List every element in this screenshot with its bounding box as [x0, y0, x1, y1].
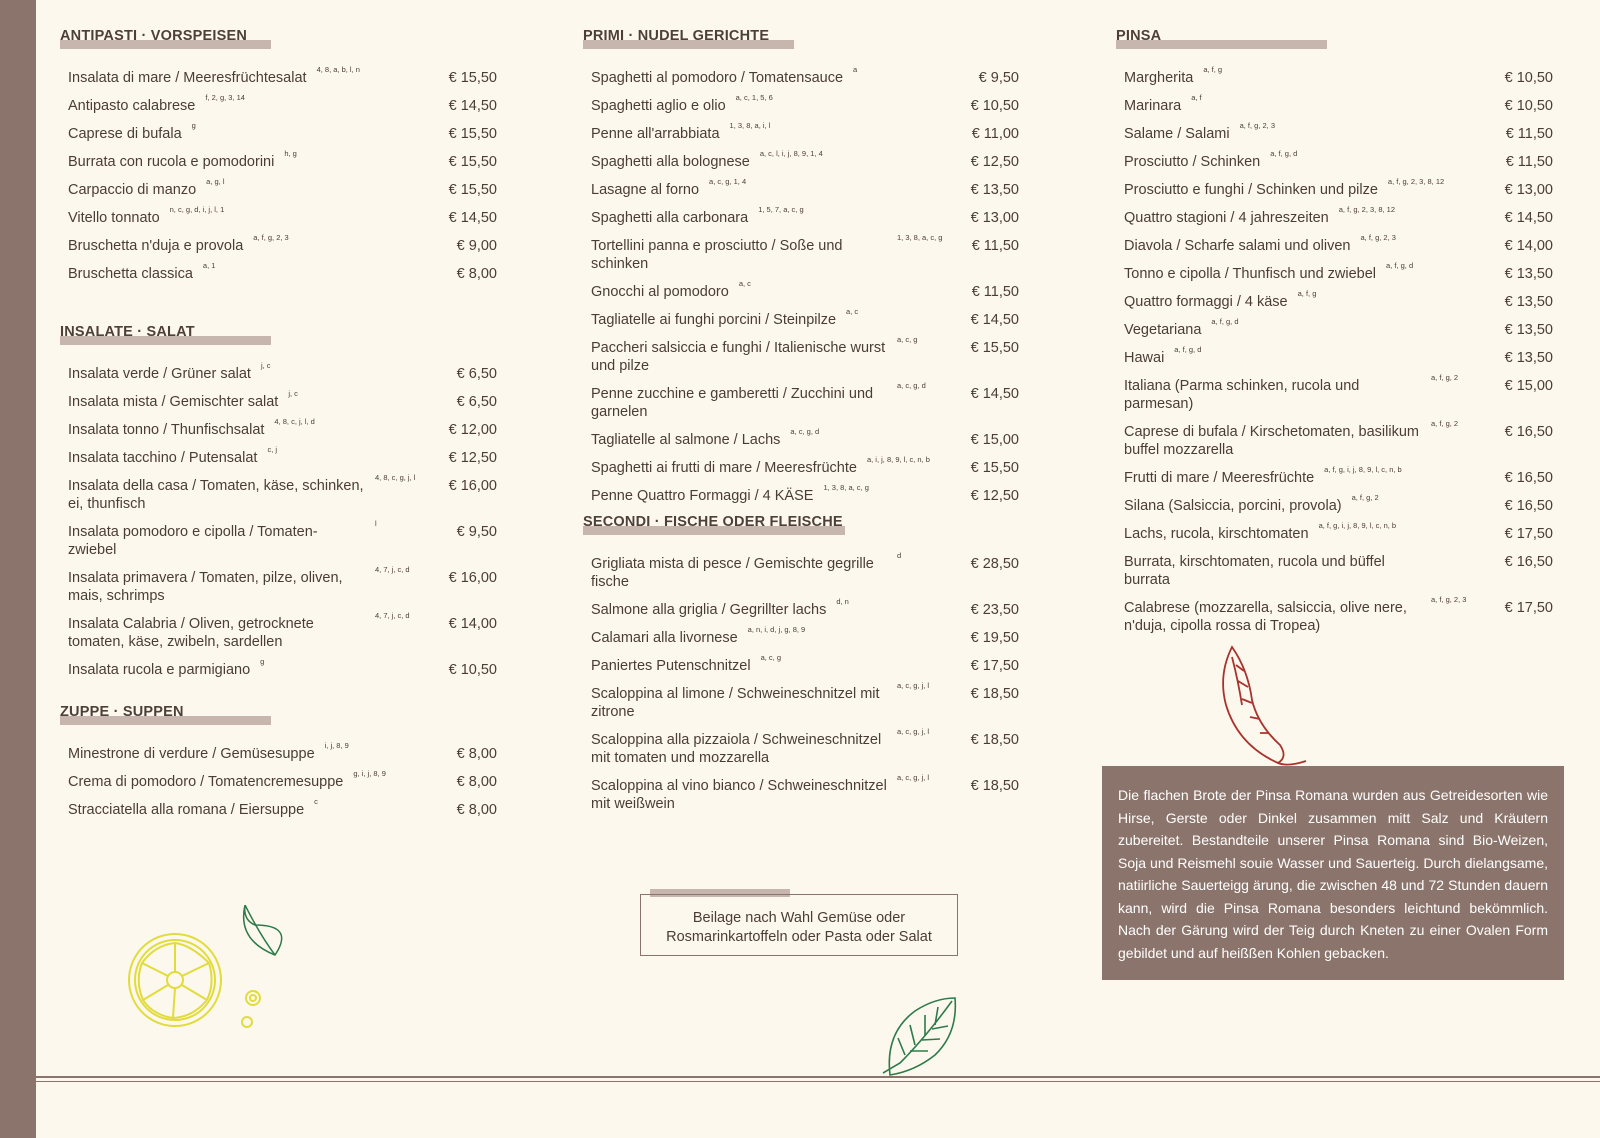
allergen-codes: a, c, g, j, l [897, 727, 930, 736]
menu-item [60, 93, 497, 115]
dish-name: Lachs, rucola, kirschtomaten [1124, 526, 1309, 542]
side-note-box [640, 894, 958, 956]
dish-price: € 10,50 [1504, 98, 1553, 114]
dish-price: € 10,50 [1504, 70, 1553, 86]
dish-name: Salame / Salami [1124, 126, 1230, 142]
allergen-codes: a, f, g, 2, 3, 8, 12 [1338, 205, 1396, 214]
menu-item [60, 233, 497, 255]
dish-name: Insalata tacchino / Putensalat [68, 450, 258, 466]
dish-price: € 23,50 [970, 602, 1019, 618]
menu-item [583, 65, 1019, 87]
dish-name: Spaghetti alla bolognese [591, 154, 750, 170]
allergen-codes: j, c [288, 389, 298, 398]
dish-price: € 8,00 [456, 266, 497, 282]
allergen-codes: 1, 3, 8, a, i, l [729, 121, 771, 130]
menu-item [1116, 177, 1553, 199]
dish-price: € 14,50 [970, 312, 1019, 328]
dish-name: Carpaccio di manzo [68, 182, 197, 198]
allergen-codes: 4, 8, c, g, j, l [375, 473, 416, 482]
allergen-codes: a, f, g, 2, 3 [1239, 121, 1276, 130]
footer-rule-thin [36, 1081, 1600, 1082]
dish-price: € 13,50 [1504, 294, 1553, 310]
menu-item [60, 473, 497, 513]
dish-price: € 16,00 [448, 478, 497, 494]
dish-name: Spaghetti al pomodoro / Tomatensauce [591, 70, 844, 86]
dish-price: € 18,50 [970, 732, 1019, 748]
allergen-codes: l [375, 519, 377, 528]
dish-price: € 6,50 [456, 366, 497, 382]
pinsa-info-box [1102, 766, 1564, 980]
allergen-codes: a, f, g [1297, 289, 1317, 298]
menu-item [583, 625, 1019, 647]
dish-price: € 15,50 [448, 126, 497, 142]
allergen-codes: n, c, g, d, i, j, l, 1 [169, 205, 225, 214]
allergen-codes: a, c [738, 279, 751, 288]
allergen-codes: a, c, l, i, j, 8, 9, 1, 4 [759, 149, 823, 158]
menu-item [1116, 373, 1553, 413]
dish-name: Spaghetti alla carbonara [591, 210, 749, 226]
dish-name: Scaloppina al vino bianco / Schweineschnitzel mit weißwein [591, 778, 887, 812]
dish-price: € 9,50 [456, 524, 497, 540]
dish-name: Hawai [1124, 350, 1165, 366]
footer-rule [36, 1076, 1600, 1078]
allergen-codes: a, c, g, 1, 4 [709, 177, 747, 186]
menu-item [60, 205, 497, 227]
dish-price: € 17,50 [1504, 526, 1553, 542]
allergen-codes: a, f, g, 2, 3 [1431, 595, 1467, 604]
menu-item [583, 773, 1019, 813]
allergen-codes: g [260, 657, 265, 666]
menu-item [1116, 465, 1553, 487]
dish-price: € 9,00 [456, 238, 497, 254]
dish-name: Scaloppina alla pizzaiola / Schweineschnitzel mit tomaten und mozzarella [591, 732, 882, 766]
dish-name: Insalata rucola e parmigiano [68, 662, 251, 678]
dish-price: € 8,00 [456, 774, 497, 790]
allergen-codes: a, f, g, 2, 3 [1360, 233, 1396, 242]
menu-item [1116, 261, 1553, 283]
dish-name: Burrata, kirschtomaten, rucola und büffel burrata [1124, 554, 1385, 588]
menu-item [60, 261, 497, 283]
allergen-codes: a, f, g, 2 [1431, 373, 1459, 382]
menu-item [583, 121, 1019, 143]
section-antipasti [60, 27, 497, 293]
section-title: ANTIPASTI · VORSPEISEN [60, 27, 247, 49]
dish-name: Antipasto calabrese [68, 98, 196, 114]
allergen-codes: a, f, g, 2 [1431, 419, 1459, 428]
left-border-strip [0, 0, 36, 1138]
allergen-codes: a, c, g, j, l [897, 773, 930, 782]
dish-price: € 13,00 [1504, 182, 1553, 198]
allergen-codes: a, i, j, 8, 9, l, c, n, b [866, 455, 930, 464]
allergen-codes: d, n [836, 597, 849, 606]
dish-price: € 15,50 [448, 154, 497, 170]
dish-name: Prosciutto e funghi / Schinken und pilze [1124, 182, 1378, 198]
menu-item [60, 361, 497, 383]
menu-item [583, 381, 1019, 421]
dish-name: Bruschetta n'duja e provola [68, 238, 244, 254]
dish-name: Burrata con rucola e pomodorini [68, 154, 275, 170]
menu-list [60, 361, 497, 679]
side-note-line: Rosmarinkartoffeln oder Pasta oder Salat [666, 928, 932, 945]
menu-item [60, 417, 497, 439]
dish-name: Penne zucchine e gamberetti / Zucchini und garnelen [591, 386, 874, 420]
menu-item [583, 335, 1019, 375]
dish-price: € 14,50 [448, 98, 497, 114]
allergen-codes: d [897, 551, 902, 560]
dish-name: Penne Quattro Formaggi / 4 KÄSE [591, 488, 814, 504]
section-title: PRIMI · NUDEL GERICHTE [583, 27, 769, 49]
allergen-codes: a, c, g, j, l [897, 681, 930, 690]
dish-price: € 12,00 [448, 422, 497, 438]
menu-list [583, 551, 1019, 813]
menu-item [1116, 345, 1553, 367]
dish-price: € 13,00 [970, 210, 1019, 226]
dish-name: Insalata verde / Grüner salat [68, 366, 251, 382]
dish-name: Spaghetti aglio e olio [591, 98, 726, 114]
menu-item [1116, 205, 1553, 227]
chili-pepper-icon [1208, 645, 1318, 770]
menu-item [60, 389, 497, 411]
dish-name: Crema di pomodoro / Tomatencremesuppe [68, 774, 344, 790]
dish-name: Vegetariana [1124, 322, 1202, 338]
dish-price: € 11,50 [971, 284, 1019, 300]
dish-price: € 14,50 [448, 210, 497, 226]
dish-price: € 16,50 [1504, 554, 1553, 570]
menu-item [60, 797, 497, 819]
dish-price: € 11,50 [1505, 126, 1553, 142]
dish-name: Diavola / Scharfe salami und oliven [1124, 238, 1351, 254]
menu-item [583, 681, 1019, 721]
section-primi [583, 27, 1019, 515]
menu-item [583, 455, 1019, 477]
dish-name: Salmone alla griglia / Gegrillter lachs [591, 602, 827, 618]
dish-price: € 15,50 [970, 460, 1019, 476]
side-note-line: Beilage nach Wahl Gemüse oder [692, 910, 906, 926]
allergen-codes: c, j [267, 445, 278, 454]
allergen-codes: j, c [260, 361, 271, 370]
menu-item [1116, 149, 1553, 171]
dish-name: Insalata della casa / Tomaten, käse, schinken, ei, thunfisch [68, 478, 364, 512]
dish-name: Paniertes Putenschnitzel [591, 658, 751, 674]
menu-item [1116, 317, 1553, 339]
allergen-codes: a, f, g, i, j, 8, 9, l, c, n, b [1318, 521, 1397, 530]
allergen-codes: a, g, l [206, 177, 225, 186]
dish-name: Calamari alla livornese [591, 630, 738, 646]
dish-name: Bruschetta classica [68, 266, 193, 282]
dish-price: € 12,50 [970, 488, 1019, 504]
menu-item [1116, 595, 1553, 635]
allergen-codes: a, f, g, d [1174, 345, 1202, 354]
dish-name: Tagliatelle al salmone / Lachs [591, 432, 781, 448]
allergen-codes: 1, 3, 8, a, c, g [897, 233, 943, 242]
dish-price: € 6,50 [456, 394, 497, 410]
menu-item [60, 769, 497, 791]
menu-item [60, 65, 497, 87]
dish-price: € 11,50 [971, 238, 1019, 254]
allergen-codes: 4, 8, c, j, l, d [274, 417, 315, 426]
dish-name: Calabrese (mozzarella, salsiccia, olive nere, n'duja, cipolla rossa di Tropea) [1124, 600, 1407, 634]
allergen-codes: a, f [1191, 93, 1202, 102]
menu-item [60, 741, 497, 763]
section-secondi [583, 513, 1019, 823]
allergen-codes: a, c, g [760, 653, 782, 662]
lemon-slice-icon [125, 905, 295, 1035]
dish-price: € 18,50 [970, 686, 1019, 702]
section-zuppe [60, 703, 497, 829]
menu-item [583, 483, 1019, 505]
dish-price: € 17,50 [970, 658, 1019, 674]
dish-price: € 12,50 [970, 154, 1019, 170]
allergen-codes: g [191, 121, 196, 130]
allergen-codes: 4, 7, j, c, d [375, 565, 410, 574]
dish-price: € 28,50 [970, 556, 1019, 572]
menu-item [583, 177, 1019, 199]
allergen-codes: f, 2, g, 3, 14 [205, 93, 245, 102]
menu-item [583, 653, 1019, 675]
dish-price: € 14,50 [1504, 210, 1553, 226]
dish-price: € 16,00 [448, 570, 497, 586]
dish-price: € 8,00 [456, 802, 497, 818]
dish-name: Prosciutto / Schinken [1124, 154, 1261, 170]
menu-item [1116, 289, 1553, 311]
menu-list [1116, 65, 1553, 635]
dish-price: € 14,00 [448, 616, 497, 632]
dish-name: Caprese di bufala [68, 126, 182, 142]
allergen-codes: 4, 8, a, b, l, n [316, 65, 360, 74]
allergen-codes: a, c [846, 307, 859, 316]
dish-name: Lasagne al forno [591, 182, 700, 198]
dish-name: Caprese di bufala / Kirschetomaten, basilikum buffel mozzarella [1124, 424, 1419, 458]
allergen-codes: 4, 7, j, c, d [375, 611, 410, 620]
dish-price: € 14,00 [1504, 238, 1553, 254]
section-title: INSALATE · SALAT [60, 323, 195, 345]
dish-price: € 9,50 [978, 70, 1019, 86]
dish-name: Vitello tonnato [68, 210, 160, 226]
dish-price: € 11,00 [971, 126, 1019, 142]
allergen-codes: c [314, 797, 318, 806]
dish-name: Italiana (Parma schinken, rucola und parmesan) [1124, 378, 1360, 412]
allergen-codes: a, f, g, i, j, 8, 9, l, c, n, b [1324, 465, 1402, 474]
menu-item [583, 727, 1019, 767]
dish-name: Gnocchi al pomodoro [591, 284, 729, 300]
dish-name: Paccheri salsiccia e funghi / Italienische wurst und pilze [591, 340, 886, 374]
dish-price: € 11,50 [1505, 154, 1553, 170]
menu-item [60, 657, 497, 679]
menu-item [60, 611, 497, 651]
dish-price: € 10,50 [970, 98, 1019, 114]
dish-name: Tortellini panna e prosciutto / Soße und schinken [591, 238, 843, 272]
dish-price: € 14,50 [970, 386, 1019, 402]
allergen-codes: a, c, 1, 5, 6 [735, 93, 773, 102]
allergen-codes: g, i, j, 8, 9 [353, 769, 386, 778]
dish-price: € 10,50 [448, 662, 497, 678]
menu-item [1116, 419, 1553, 459]
dish-price: € 15,00 [970, 432, 1019, 448]
menu-list [60, 65, 497, 283]
menu-item [60, 519, 497, 559]
dish-name: Insalata mista / Gemischter salat [68, 394, 279, 410]
section-title: PINSA [1116, 27, 1161, 49]
dish-price: € 17,50 [1504, 600, 1553, 616]
dish-price: € 15,50 [448, 70, 497, 86]
dish-price: € 16,50 [1504, 470, 1553, 486]
allergen-codes: a, f, g, d [1386, 261, 1414, 270]
menu-item [583, 307, 1019, 329]
menu-item [1116, 93, 1553, 115]
allergen-codes: a, f, g, d [1270, 149, 1298, 158]
menu-item [60, 149, 497, 171]
dish-name: Insalata Calabria / Oliven, getrocknete tomaten, käse, zwibeln, sardellen [68, 616, 314, 650]
allergen-codes: a, n, i, d, j, g, 8, 9 [747, 625, 806, 634]
menu-item [583, 233, 1019, 273]
dish-price: € 8,00 [456, 746, 497, 762]
dish-name: Quattro formaggi / 4 käse [1124, 294, 1288, 310]
section-insalate [60, 323, 497, 689]
menu-item [583, 597, 1019, 619]
menu-item [583, 205, 1019, 227]
dish-name: Grigliata mista di pesce / Gemischte gegrille fische [591, 556, 874, 590]
dish-name: Frutti di mare / Meeresfrüchte [1124, 470, 1315, 486]
dish-name: Stracciatella alla romana / Eiersuppe [68, 802, 305, 818]
dish-price: € 15,50 [970, 340, 1019, 356]
allergen-codes: a, f, g [1203, 65, 1223, 74]
menu-item [1116, 121, 1553, 143]
dish-price: € 19,50 [970, 630, 1019, 646]
dish-name: Tagliatelle ai funghi porcini / Steinpilze [591, 312, 837, 328]
menu-item [60, 121, 497, 143]
menu-item [583, 149, 1019, 171]
dish-price: € 13,50 [1504, 322, 1553, 338]
allergen-codes: a, f, g, 2 [1351, 493, 1379, 502]
allergen-codes: a [853, 65, 858, 74]
allergen-codes: i, j, 8, 9 [324, 741, 349, 750]
dish-name: Silana (Salsiccia, porcini, provola) [1124, 498, 1342, 514]
dish-name: Spaghetti ai frutti di mare / Meeresfrüchte [591, 460, 857, 476]
section-title: SECONDI · FISCHE ODER FLEISCHE [583, 513, 843, 535]
allergen-codes: 1, 3, 8, a, c, g [823, 483, 869, 492]
menu-item [1116, 493, 1553, 515]
allergen-codes: a, c, g, d [790, 427, 820, 436]
section-pinsa [1116, 27, 1553, 645]
dish-name: Margherita [1124, 70, 1194, 86]
dish-name: Insalata primavera / Tomaten, pilze, oliven, mais, schrimps [68, 570, 343, 604]
allergen-codes: a, c, g, d [897, 381, 926, 390]
menu-item [60, 445, 497, 467]
pinsa-info-text: Die flachen Brote der Pinsa Romana wurden aus Getreidesorten wie Hirse, Gerste oder Dinkel zusammen mitt Salz und Kräutern zubereitet. Bestandteile unserer Pinsa Romana sind Bio-Weizen, Soja und Reismehl souie Wasser und Sauerteig. Durch dielangsame, natiirliche Sauerteigg ärung, die zwischen 48 und 72 Stunden dauern kann, wird die Pinsa Romana besonders leichtund bekömmlich. Nach der Gärung wird der Teig durch Kneten zu einer Ovalen Form gebildet und auf heißßen Kohlen gebacken. [1118, 787, 1548, 961]
dish-price: € 12,50 [448, 450, 497, 466]
dish-price: € 16,50 [1504, 498, 1553, 514]
dish-price: € 15,00 [1504, 378, 1553, 394]
dish-name: Marinara [1124, 98, 1182, 114]
allergen-codes: a, f, g, 2, 3 [253, 233, 289, 242]
allergen-codes: h, g [284, 149, 297, 158]
menu-item [583, 427, 1019, 449]
dish-name: Tonno e cipolla / Thunfisch und zwiebel [1124, 266, 1377, 282]
dish-price: € 13,50 [1504, 266, 1553, 282]
menu-item [583, 551, 1019, 591]
menu-item [60, 177, 497, 199]
allergen-codes: 1, 5, 7, a, c, g [758, 205, 804, 214]
menu-item [1116, 233, 1553, 255]
dish-name: Scaloppina al limone / Schweineschnitzel mit zitrone [591, 686, 880, 720]
dish-price: € 16,50 [1504, 424, 1553, 440]
dish-name: Quattro stagioni / 4 jahreszeiten [1124, 210, 1329, 226]
menu-item [1116, 65, 1553, 87]
dish-name: Minestrone di verdure / Gemüsesuppe [68, 746, 315, 762]
menu-list [583, 65, 1019, 505]
menu-item [583, 93, 1019, 115]
allergen-codes: a, c, g [897, 335, 918, 344]
menu-item [583, 279, 1019, 301]
dish-name: Insalata pomodoro e cipolla / Tomaten-zwiebel [68, 524, 318, 558]
allergen-codes: a, 1 [202, 261, 216, 270]
menu-item [60, 565, 497, 605]
dish-price: € 15,50 [448, 182, 497, 198]
allergen-codes: a, f, g, d [1211, 317, 1239, 326]
allergen-codes: a, f, g, 2, 3, 8, 12 [1387, 177, 1445, 186]
dish-name: Penne all'arrabbiata [591, 126, 720, 142]
dish-price: € 13,50 [970, 182, 1019, 198]
dish-name: Insalata tonno / Thunfischsalat [68, 422, 265, 438]
section-title: ZUPPE · SUPPEN [60, 703, 184, 725]
leaf-icon [880, 993, 960, 1078]
dish-name: Insalata di mare / Meeresfrüchtesalat [68, 70, 307, 86]
menu-list [60, 741, 497, 819]
dish-price: € 18,50 [970, 778, 1019, 794]
dish-price: € 13,50 [1504, 350, 1553, 366]
menu-item [1116, 521, 1553, 543]
menu-item [1116, 553, 1553, 589]
